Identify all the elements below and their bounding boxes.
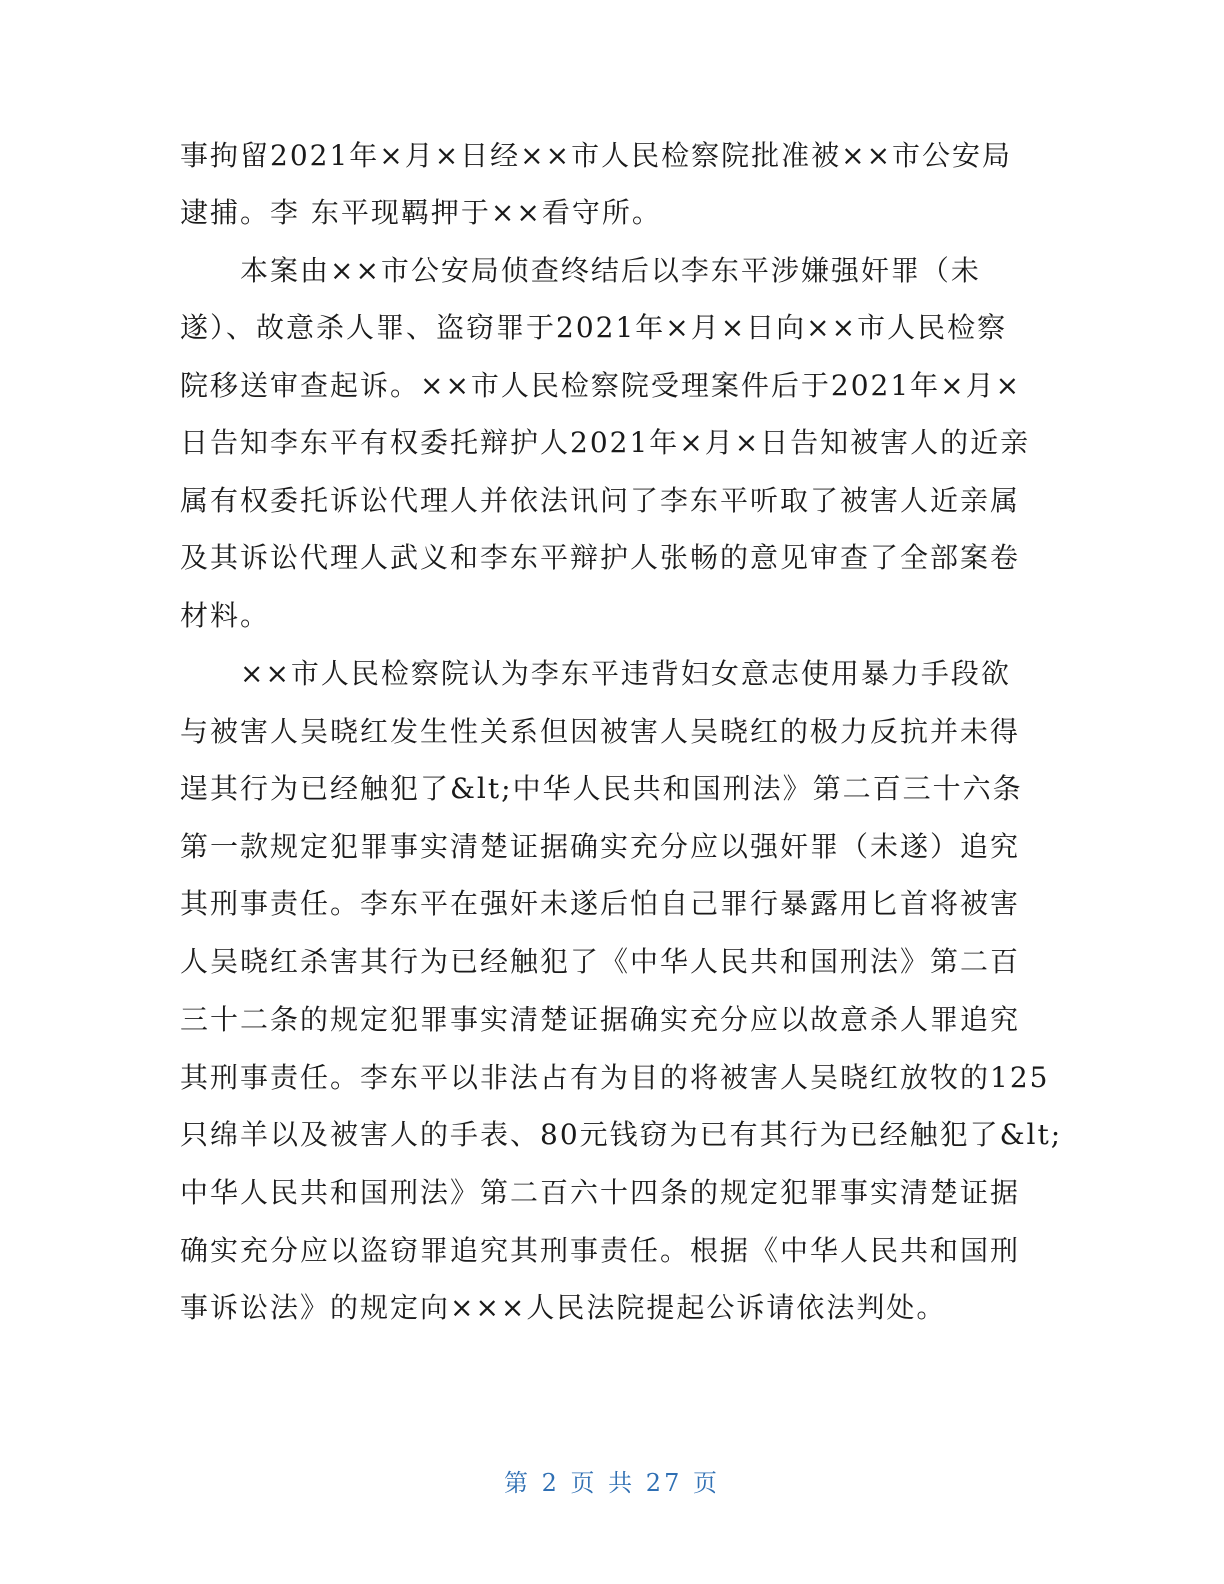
body-line: 遂）、故意杀人罪、盗窃罪于2021年×月×日向××市人民检察 [180, 311, 1008, 344]
body-line: 事诉讼法》的规定向×××人民法院提起公诉请依法判处。 [180, 1291, 947, 1324]
body-line: 人吴晓红杀害其行为已经触犯了《中华人民共和国刑法》第二百 [180, 945, 1021, 978]
body-line: 三十二条的规定犯罪事实清楚证据确实充分应以故意杀人罪追究 [180, 1003, 1021, 1036]
paragraph-start-line: 本案由××市公安局侦查终结后以李东平涉嫌强奸罪（未 [240, 254, 981, 287]
body-line: 逮捕。李 东平现羁押于××看守所。 [180, 196, 662, 229]
body-line: 确实充分应以盗窃罪追究其刑事责任。根据《中华人民共和国刑 [180, 1234, 1021, 1267]
body-line: 第一款规定犯罪事实清楚证据确实充分应以强奸罪（未遂）追究 [180, 830, 1021, 863]
body-line: 其刑事责任。李东平以非法占有为目的将被害人吴晓红放牧的125 [180, 1061, 1050, 1094]
body-line: 与被害人吴晓红发生性关系但因被害人吴晓红的极力反抗并未得 [180, 715, 1021, 748]
body-line: 其刑事责任。李东平在强奸未遂后怕自己罪行暴露用匕首将被害 [180, 887, 1021, 920]
body-line: 属有权委托诉讼代理人并依法讯问了李东平听取了被害人近亲属 [180, 484, 1021, 517]
body-line: 及其诉讼代理人武义和李东平辩护人张畅的意见审查了全部案卷 [180, 541, 1021, 574]
body-line: 事拘留2021年×月×日经××市人民检察院批准被××市公安局 [180, 139, 1013, 172]
paragraph-start-line: ××市人民检察院认为李东平违背妇女意志使用暴力手段欲 [240, 657, 1011, 690]
body-line: 院移送审查起诉。××市人民检察院受理案件后于2021年×月× [180, 369, 1022, 402]
body-line: 材料。 [180, 599, 271, 632]
body-line: 只绵羊以及被害人的手表、80元钱窃为已有其行为已经触犯了&lt; [180, 1118, 1063, 1151]
body-line: 逞其行为已经触犯了&lt;中华人民共和国刑法》第二百三十六条 [180, 772, 1023, 805]
body-line: 中华人民共和国刑法》第二百六十四条的规定犯罪事实清楚证据 [180, 1176, 1021, 1209]
body-line: 日告知李东平有权委托辩护人2021年×月×日告知被害人的近亲 [180, 426, 1031, 459]
page-number-footer: 第 2 页 共 27 页 [504, 1469, 720, 1497]
